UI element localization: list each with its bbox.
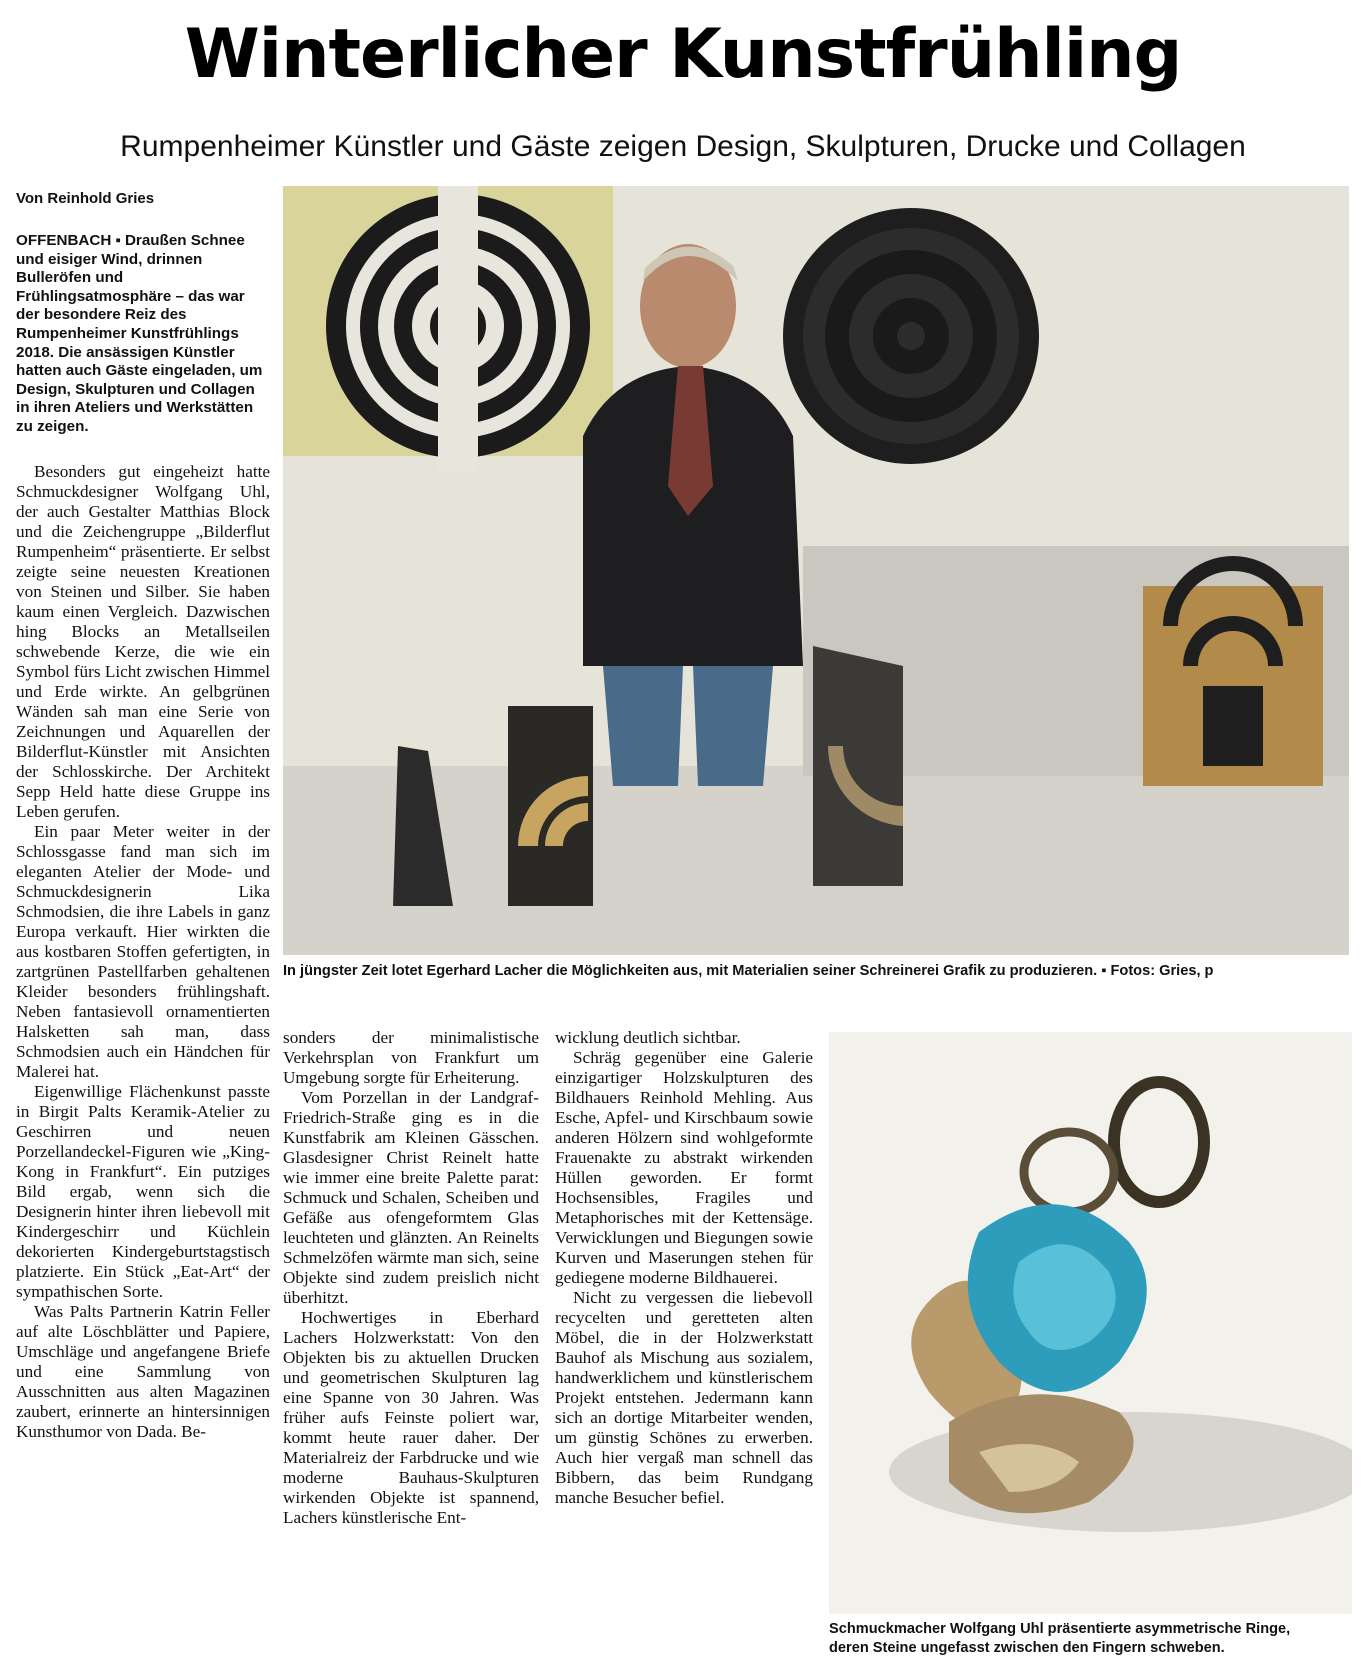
paragraph: Vom Porzellan in der Landgraf-Friedrich-Straße ging es in die Kunstfabrik am Kleinen Gässchen. Glasdesigner Christ Reinelt hatte wie immer eine breite Palette parat: Schmuck und Schalen, Scheiben und Gefäße aus ofengeformtem Glas leuchteten und glänzten. An Reinelts Schmelzöfen wärmte man sich, seine Objekte sind zudem preislich nicht überhitzt. [283,1088,539,1307]
byline: Von Reinhold Gries [16,190,155,207]
ring-photo [829,1032,1352,1614]
ring-photo-caption [829,1620,1359,1658]
main-photo-caption: In jüngster Zeit lotet Egerhard Lacher die Möglichkeiten aus, mit Materialien seiner Schreinerei Grafik zu produzieren. ▪ Fotos: Gries, p [283,963,1214,979]
paragraph: Besonders gut eingeheizt hatte Schmuckdesigner Wolfgang Uhl, der auch Gestalter Matthias Block und die Zeichengruppe „Bilderflut Rumpenheim“ präsentierte. Er selbst zeigte seine neuesten Kreationen von Steinen und Silber. Sie haben kaum einen Vergleich. Dazwischen hing Blocks an Metallseilen schwebende Kerze, die wie ein Symbol fürs Licht zwischen Himmel und Erde wirkte. An gelbgrünen Wänden sah man eine Serie von Zeichnungen und Aquarellen der Bilderflut-Künstler mit Ansichten der Schlosskirche. Der Architekt Sepp Held hatte diese Gruppe ins Leben gerufen. [16,462,270,821]
paragraph: Nicht zu vergessen die liebevoll recycelten und geretteten alten Möbel, die in der Holzwerkstatt Bauhof als Mischung aus sozialem, handwerklichem und künstlerischem Projekt entstehen. Jedermann kann sich an dortige Mitarbeiter wenden, um günstig Schönes zu erwerben. Auch hier vergaß man schnell das Bibbern, das beim Rundgang manche Besucher befiel. [555,1288,813,1507]
paragraph: sonders der minimalistische Verkehrsplan von Frankfurt um Umgebung sorgte für Erheiterung. [283,1028,539,1087]
lead-paragraph [16,232,270,437]
paragraph: wicklung deutlich sichtbar. [555,1028,741,1047]
paragraph: Hochwertiges in Eberhard Lachers Holzwerkstatt: Von den Objekten bis zu aktuellen Drucken und geometrischen Skulpturen lag eine Spanne von 30 Jahren. Was früher aufs Feinste poliert war, kommt heute rauer daher. Der Materialreiz der Farbdrucke und wie moderne Bauhaus-Skulpturen wirkenden Objekte ist spannend, Lachers künstlerische Ent- [283,1308,539,1527]
ring-photo-illustration [829,1032,1352,1614]
body-column-1 [16,462,270,1442]
main-photo [283,186,1349,955]
main-photo-illustration [283,186,1349,955]
lead-text: Draußen Schnee und eisiger Wind, drinnen Bulleröfen und Frühlingsatmosphäre – das war der besondere Reiz des Rumpenheimer Kunstfrühlings 2018. Die ansässigen Künstler hatten auch Gäste eingeladen, um Design, Skulpturen und Collagen in ihren Ateliers und Werkstätten zu zeigen. [16,232,263,435]
right-disc-sculpture [783,208,1039,464]
paragraph: Schräg gegenüber eine Galerie einzigartiger Holzskulpturen des Bildhauers Reinhold Mehling. Aus Esche, Apfel- und Kirschbaum sowie anderen Hölzern sind wohlgeformte Frauenakte zu abstrakt wirkenden Hüllen geworden. Er formt Hochsensibles, Fragiles und Metaphorisches mit der Kettensäge. Verwicklungen und Biegungen sowie Kurven und Maserungen stehen für gediegene moderne Bildhauerei. [555,1048,813,1287]
ring-caption-line-1: Schmuckmacher Wolfgang Uhl präsentierte asymmetrische Ringe, [829,1621,1291,1637]
paragraph: Ein paar Meter weiter in der Schlossgasse fand man sich im eleganten Atelier der Mode- und Schmuckdesignerin Lika Schmodsien, die ihre Labels in ganz Europa verkauft. Hier wirkten die aus kostbaren Stoffen gefertigten, in zartgrünen Pastellfarben gehaltenen Kleider besonders frühlingshaft. Neben fantasievoll ornamentierten Halsketten sah man, dass Schmodsien auch ein Händchen für Malerei hat. [16,822,270,1081]
paragraph: Eigenwillige Flächenkunst passte in Birgit Palts Keramik-Atelier zu Geschirren und neuen Porzellandeckel-Figuren wie „King-Kong in Frankfurt“. Ein putziges Bild ergab, wenn sich die Designerin hinter ihren liebevoll mit Kindergeschirr und Küchlein dekorierten Kindergeburtstagstisch platzierte. Ein Stück „Eat-Art“ der sympathischen Sorte. [16,1082,270,1301]
body-column-2 [283,1028,539,1528]
ring-caption-line-2: deren Steine ungefasst zwischen den Fingern schweben. [829,1640,1225,1656]
dateline: OFFENBACH ▪ [16,232,121,249]
paragraph: Was Palts Partnerin Katrin Feller auf alte Löschblätter und Papiere, Umschläge und angefangene Briefe und eine Sammlung von Ausschnitten aus alten Magazinen zaubert, erinnerte an hintersinnigen Kunsthumor von Dada. Be- [16,1302,270,1441]
article-subheadline: Rumpenheimer Künstler und Gäste zeigen Design, Skulpturen, Drucke und Collagen [120,130,1246,163]
body-column-3 [555,1028,813,1508]
article-headline: Winterlicher Kunstfrühling [184,15,1182,94]
